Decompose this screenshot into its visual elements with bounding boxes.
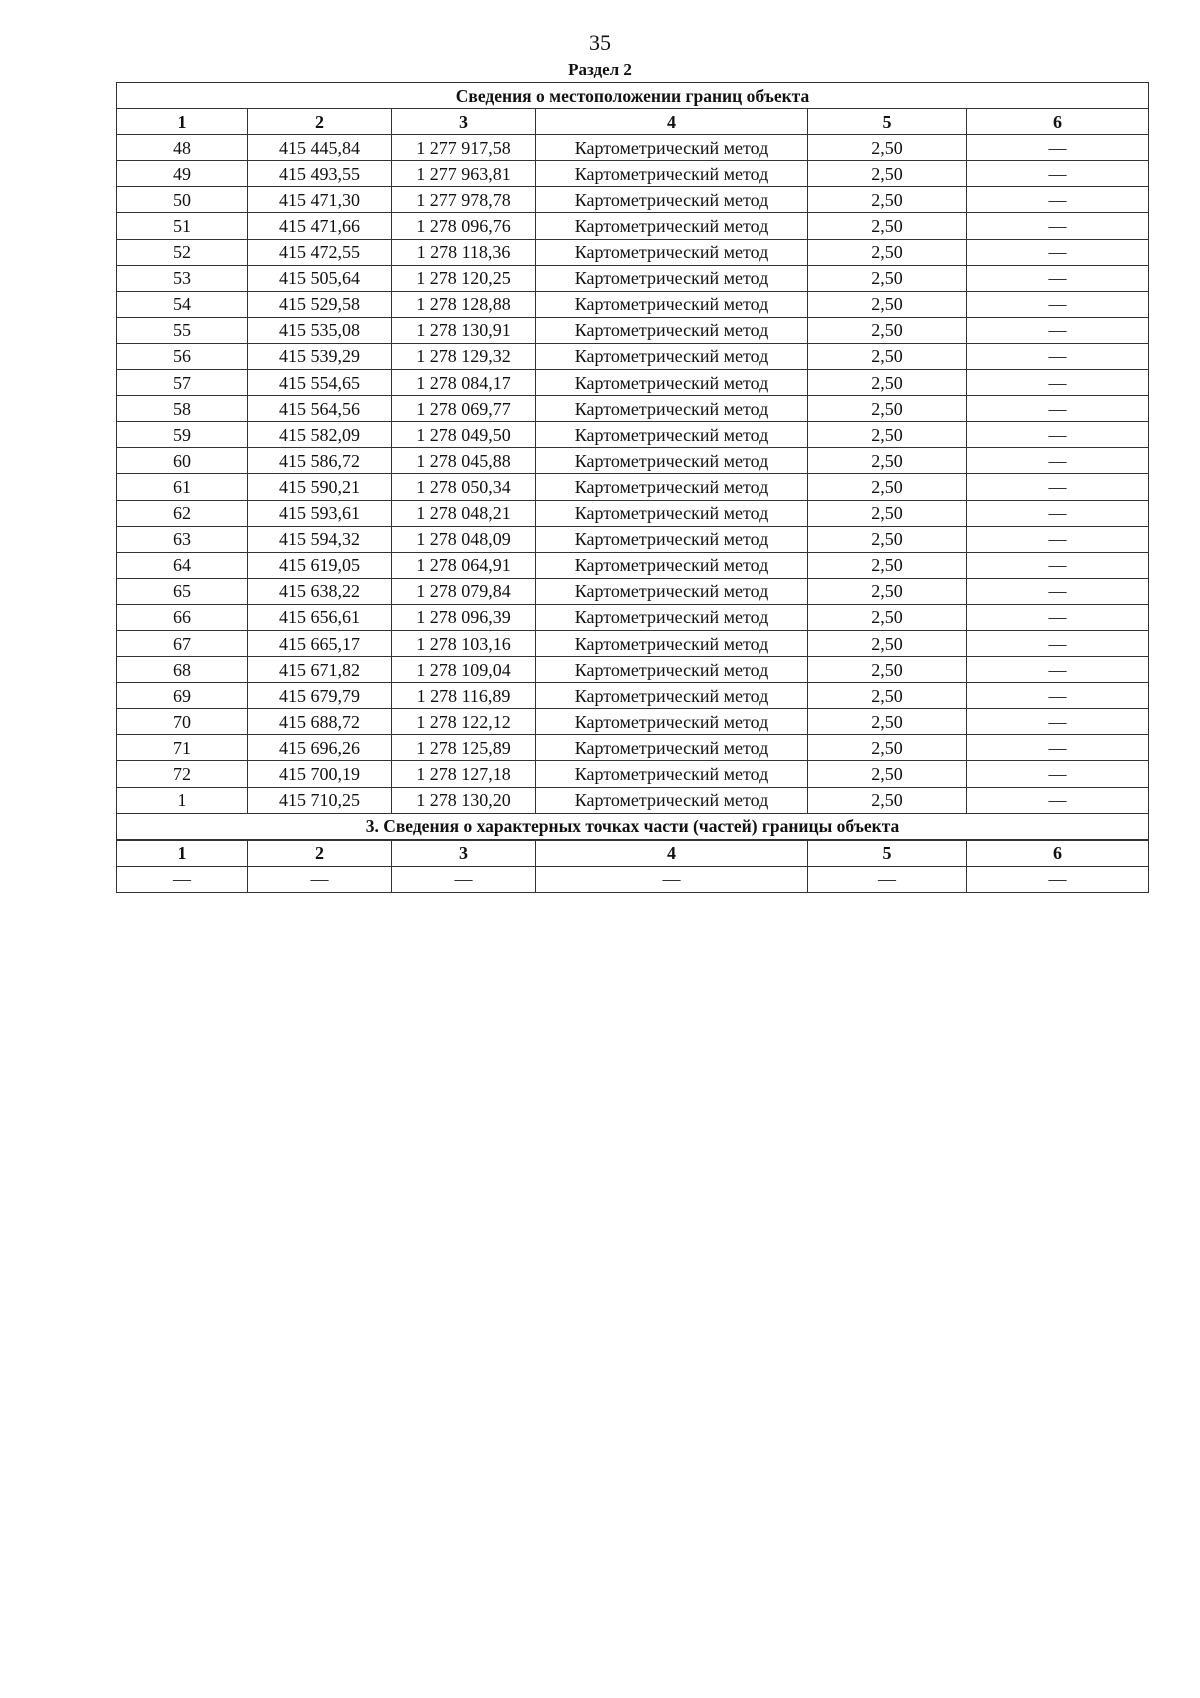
- table-cell: 2,50: [808, 239, 967, 265]
- table-row: [117, 474, 1149, 500]
- table-row: [117, 552, 1149, 578]
- table-cell: 415 671,82: [248, 657, 392, 683]
- table-cell: 415 535,08: [248, 317, 392, 343]
- table-cell: Картометрический метод: [536, 135, 808, 161]
- table-cell: 2,50: [808, 161, 967, 187]
- table-cell: 1 278 079,84: [392, 578, 536, 604]
- table-cell: 2,50: [808, 683, 967, 709]
- table-cell: Картометрический метод: [536, 474, 808, 500]
- table-cell: Картометрический метод: [536, 630, 808, 656]
- table-cell: 415 593,61: [248, 500, 392, 526]
- table-cell: 415 679,79: [248, 683, 392, 709]
- parts-header-row: [117, 840, 1149, 867]
- table-cell: 2,50: [808, 422, 967, 448]
- table-cell: 1 278 045,88: [392, 448, 536, 474]
- table-cell: 63: [117, 526, 248, 552]
- table-cell: 1 278 050,34: [392, 474, 536, 500]
- table-cell: 2,50: [808, 604, 967, 630]
- table-cell: 415 696,26: [248, 735, 392, 761]
- table-row: [117, 787, 1149, 813]
- table-row: [117, 604, 1149, 630]
- header-cell: 6: [967, 109, 1149, 135]
- table-cell: Картометрический метод: [536, 161, 808, 187]
- table-cell: Картометрический метод: [536, 239, 808, 265]
- boundary-table: [116, 82, 1149, 893]
- table-cell: 2,50: [808, 578, 967, 604]
- table-cell: 2,50: [808, 343, 967, 369]
- table-row: [117, 422, 1149, 448]
- table-cell: —: [967, 474, 1149, 500]
- table-cell: 1 278 129,32: [392, 343, 536, 369]
- table-cell: 60: [117, 448, 248, 474]
- table-row: [117, 630, 1149, 656]
- table-cell: —: [117, 866, 248, 892]
- header-cell: 1: [117, 840, 248, 867]
- header-cell: 4: [536, 109, 808, 135]
- table-row: [117, 735, 1149, 761]
- table-cell: 1 278 118,36: [392, 239, 536, 265]
- table-cell: 1: [117, 787, 248, 813]
- header-cell: 2: [248, 840, 392, 867]
- table-cell: —: [967, 866, 1149, 892]
- table-cell: 2,50: [808, 630, 967, 656]
- table-cell: 64: [117, 552, 248, 578]
- table-cell: 415 505,64: [248, 265, 392, 291]
- table-cell: 1 278 048,21: [392, 500, 536, 526]
- table-cell: Картометрический метод: [536, 187, 808, 213]
- header-cell: 4: [536, 840, 808, 867]
- table-cell: Картометрический метод: [536, 265, 808, 291]
- table-cell: 1 277 963,81: [392, 161, 536, 187]
- table-row: [117, 291, 1149, 317]
- table-cell: 415 594,32: [248, 526, 392, 552]
- table-cell: —: [967, 604, 1149, 630]
- table-cell: 1 278 069,77: [392, 396, 536, 422]
- table-row: [117, 526, 1149, 552]
- table-cell: 2,50: [808, 657, 967, 683]
- table-cell: —: [967, 161, 1149, 187]
- table-row: [117, 578, 1149, 604]
- table-cell: 1 278 048,09: [392, 526, 536, 552]
- table-cell: 1 278 130,91: [392, 317, 536, 343]
- table-cell: 67: [117, 630, 248, 656]
- table-cell: —: [967, 187, 1149, 213]
- table-cell: 50: [117, 187, 248, 213]
- table-cell: 1 277 917,58: [392, 135, 536, 161]
- table-cell: Картометрический метод: [536, 578, 808, 604]
- table-cell: 70: [117, 709, 248, 735]
- table-cell: 51: [117, 213, 248, 239]
- table-row: [117, 396, 1149, 422]
- table-row: [117, 135, 1149, 161]
- table-cell: 2,50: [808, 709, 967, 735]
- table-row: [117, 657, 1149, 683]
- table-cell: 1 277 978,78: [392, 187, 536, 213]
- table-cell: —: [967, 552, 1149, 578]
- table-cell: 69: [117, 683, 248, 709]
- table-cell: 1 278 116,89: [392, 683, 536, 709]
- table-cell: 1 278 103,16: [392, 630, 536, 656]
- table-cell: 415 471,66: [248, 213, 392, 239]
- table-row: [117, 866, 1149, 892]
- table-cell: —: [967, 135, 1149, 161]
- table-cell: 2,50: [808, 552, 967, 578]
- table-cell: 2,50: [808, 213, 967, 239]
- table-cell: —: [967, 370, 1149, 396]
- table-cell: —: [248, 866, 392, 892]
- table-cell: 2,50: [808, 396, 967, 422]
- table-cell: Картометрический метод: [536, 604, 808, 630]
- table-row: [117, 709, 1149, 735]
- parts-title: 3. Сведения о характерных точках части (частей) границы объекта: [117, 813, 1149, 840]
- table-cell: —: [967, 213, 1149, 239]
- table-cell: 48: [117, 135, 248, 161]
- table-cell: —: [967, 317, 1149, 343]
- table-cell: —: [967, 630, 1149, 656]
- table-cell: 415 619,05: [248, 552, 392, 578]
- table-row: [117, 317, 1149, 343]
- table-cell: 1 278 122,12: [392, 709, 536, 735]
- table-cell: —: [967, 787, 1149, 813]
- table-cell: 68: [117, 657, 248, 683]
- table-cell: 415 493,55: [248, 161, 392, 187]
- table-cell: 415 710,25: [248, 787, 392, 813]
- table-cell: Картометрический метод: [536, 422, 808, 448]
- table-cell: —: [392, 866, 536, 892]
- table-cell: 52: [117, 239, 248, 265]
- table-title-row: [117, 83, 1149, 109]
- header-cell: 1: [117, 109, 248, 135]
- table-cell: 415 445,84: [248, 135, 392, 161]
- table-cell: 71: [117, 735, 248, 761]
- table-cell: Картометрический метод: [536, 370, 808, 396]
- table-cell: —: [967, 239, 1149, 265]
- table-row: [117, 239, 1149, 265]
- table-cell: 1 278 064,91: [392, 552, 536, 578]
- table-cell: 2,50: [808, 761, 967, 787]
- table-cell: 65: [117, 578, 248, 604]
- header-cell: 2: [248, 109, 392, 135]
- table-cell: Картометрический метод: [536, 761, 808, 787]
- table-cell: 72: [117, 761, 248, 787]
- table-cell: 415 539,29: [248, 343, 392, 369]
- table-cell: Картометрический метод: [536, 526, 808, 552]
- header-cell: 3: [392, 109, 536, 135]
- table-cell: 1 278 084,17: [392, 370, 536, 396]
- table-cell: 2,50: [808, 526, 967, 552]
- table-cell: 1 278 120,25: [392, 265, 536, 291]
- table-cell: —: [967, 343, 1149, 369]
- table-cell: 415 638,22: [248, 578, 392, 604]
- table-cell: 1 278 096,76: [392, 213, 536, 239]
- table-cell: 56: [117, 343, 248, 369]
- table-cell: 2,50: [808, 787, 967, 813]
- table-cell: 2,50: [808, 135, 967, 161]
- table-cell: Картометрический метод: [536, 213, 808, 239]
- table-row: [117, 448, 1149, 474]
- table-cell: 55: [117, 317, 248, 343]
- table-cell: 1 278 125,89: [392, 735, 536, 761]
- table-cell: Картометрический метод: [536, 657, 808, 683]
- table-cell: 415 529,58: [248, 291, 392, 317]
- table-row: [117, 187, 1149, 213]
- table-cell: —: [967, 526, 1149, 552]
- table-cell: 58: [117, 396, 248, 422]
- table-cell: 2,50: [808, 265, 967, 291]
- table-cell: —: [967, 709, 1149, 735]
- table-cell: 2,50: [808, 474, 967, 500]
- table-cell: —: [967, 761, 1149, 787]
- table-row: [117, 370, 1149, 396]
- table-cell: Картометрический метод: [536, 552, 808, 578]
- table-cell: 1 278 109,04: [392, 657, 536, 683]
- table-cell: —: [967, 422, 1149, 448]
- table-row: [117, 683, 1149, 709]
- table-row: [117, 761, 1149, 787]
- table-cell: 57: [117, 370, 248, 396]
- table-body: [117, 83, 1149, 893]
- header-cell: 3: [392, 840, 536, 867]
- table-cell: Картометрический метод: [536, 683, 808, 709]
- table-cell: Картометрический метод: [536, 709, 808, 735]
- table-row: [117, 265, 1149, 291]
- table-cell: —: [967, 448, 1149, 474]
- table-cell: 1 278 127,18: [392, 761, 536, 787]
- header-cell: 5: [808, 840, 967, 867]
- table-cell: 54: [117, 291, 248, 317]
- table-cell: Картометрический метод: [536, 396, 808, 422]
- table-cell: —: [967, 735, 1149, 761]
- parts-title-row: [117, 813, 1149, 840]
- table-cell: 415 471,30: [248, 187, 392, 213]
- table-row: [117, 213, 1149, 239]
- table-cell: 415 472,55: [248, 239, 392, 265]
- header-cell: 5: [808, 109, 967, 135]
- table-title: Сведения о местоположении границ объекта: [117, 83, 1149, 109]
- table-cell: —: [967, 396, 1149, 422]
- table-cell: —: [536, 866, 808, 892]
- table-cell: —: [967, 578, 1149, 604]
- table-cell: —: [808, 866, 967, 892]
- table-cell: 61: [117, 474, 248, 500]
- table-cell: 49: [117, 161, 248, 187]
- table-cell: 1 278 096,39: [392, 604, 536, 630]
- table-cell: —: [967, 291, 1149, 317]
- header-cell: 6: [967, 840, 1149, 867]
- table-cell: Картометрический метод: [536, 343, 808, 369]
- table-cell: 415 656,61: [248, 604, 392, 630]
- table-row: [117, 500, 1149, 526]
- table-cell: Картометрический метод: [536, 317, 808, 343]
- table-cell: 415 586,72: [248, 448, 392, 474]
- table-cell: 59: [117, 422, 248, 448]
- table-header-row: [117, 109, 1149, 135]
- table-cell: 1 278 130,20: [392, 787, 536, 813]
- table-cell: 2,50: [808, 187, 967, 213]
- table-cell: 1 278 049,50: [392, 422, 536, 448]
- table-cell: 415 700,19: [248, 761, 392, 787]
- table-cell: —: [967, 265, 1149, 291]
- table-cell: 2,50: [808, 291, 967, 317]
- table-cell: 2,50: [808, 448, 967, 474]
- table-cell: 2,50: [808, 500, 967, 526]
- table-cell: Картометрический метод: [536, 291, 808, 317]
- page-number: 35: [589, 30, 611, 55]
- table-cell: 1 278 128,88: [392, 291, 536, 317]
- table-cell: Картометрический метод: [536, 500, 808, 526]
- table-cell: 415 554,65: [248, 370, 392, 396]
- table-cell: 415 688,72: [248, 709, 392, 735]
- table-cell: —: [967, 500, 1149, 526]
- table-cell: 53: [117, 265, 248, 291]
- table-cell: —: [967, 683, 1149, 709]
- table-row: [117, 161, 1149, 187]
- table-cell: 415 665,17: [248, 630, 392, 656]
- table-cell: 2,50: [808, 317, 967, 343]
- table-cell: 62: [117, 500, 248, 526]
- table-cell: Картометрический метод: [536, 448, 808, 474]
- table-cell: —: [967, 657, 1149, 683]
- table-cell: 2,50: [808, 370, 967, 396]
- table-cell: Картометрический метод: [536, 787, 808, 813]
- section-title: Раздел 2: [568, 60, 632, 79]
- table-row: [117, 343, 1149, 369]
- table-cell: 66: [117, 604, 248, 630]
- table-cell: Картометрический метод: [536, 735, 808, 761]
- table-cell: 2,50: [808, 735, 967, 761]
- table-cell: 415 582,09: [248, 422, 392, 448]
- table-cell: 415 590,21: [248, 474, 392, 500]
- table-cell: 415 564,56: [248, 396, 392, 422]
